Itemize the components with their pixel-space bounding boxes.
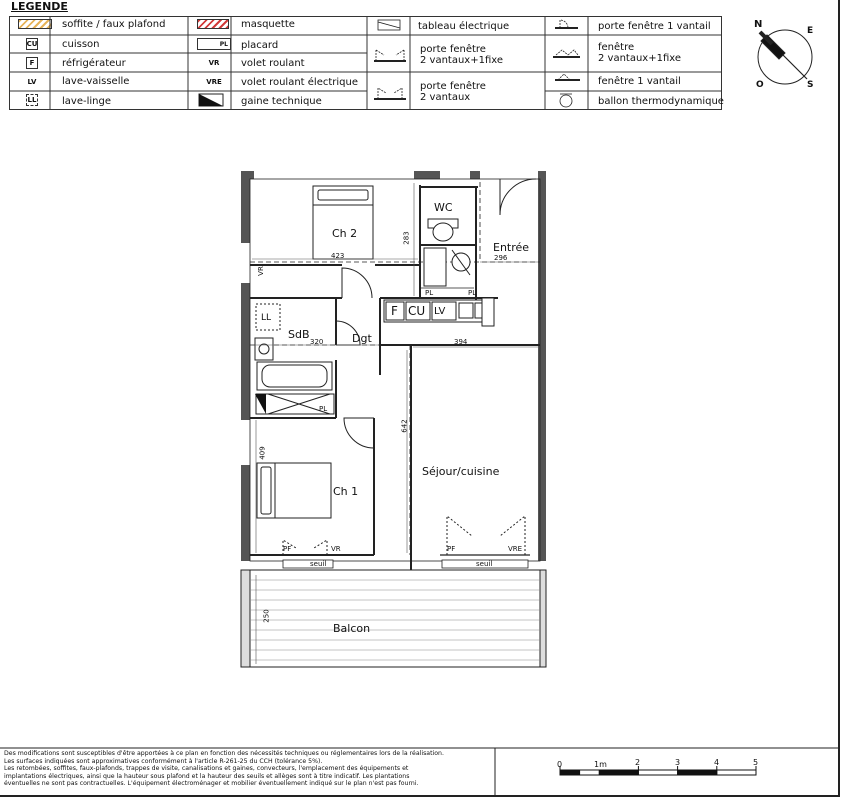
seuil-ch1-label: seuil (310, 560, 327, 568)
compass-south-label: S (807, 80, 814, 90)
volet-roulant-ch2-label: VR (256, 266, 265, 276)
note-line: Des modifications sont susceptibles d'être apportées à ce plan en fonction des nécessités techniques ou réglementaires lors de la réalisation. (4, 750, 444, 757)
compass-east-label: E (807, 26, 814, 36)
cuisson-symbol: CU (26, 40, 38, 48)
dim-409: 409 (258, 446, 267, 460)
legend-item-volet-roulant: volet roulant (241, 58, 305, 69)
lave-vaisselle-symbol: LV (27, 78, 37, 86)
disclaimer-notes (4, 750, 494, 788)
dim-394: 394 (454, 338, 468, 346)
room-sejour-label: Séjour/cuisine (422, 465, 500, 478)
volet-roulant-ch1-label: VR (331, 545, 341, 553)
lave-vaisselle-label: LV (434, 306, 446, 317)
scale-label-3: 3 (675, 758, 681, 767)
legend-item-porte-fenetre-2v: porte fenêtre 2 vantaux (420, 81, 486, 103)
scale-label-2: 2 (635, 758, 641, 767)
volet-roulant-electrique-symbol: VRE (206, 78, 222, 86)
room-sdb-label: SdB (288, 328, 310, 341)
porte-fenetre-ch1-label: PF (283, 545, 292, 553)
volet-roulant-electrique-label: VRE (508, 545, 523, 553)
compass-north-label: N (754, 19, 763, 30)
note-line: Les retombées, soffites, faux-plafonds, trappes de visite, canalisations et gaines, convecteurs, l'emplacement des équipements et (4, 765, 409, 773)
legend-item-volet-roulant-electrique: volet roulant électrique (241, 77, 358, 88)
dim-642: 642 (400, 419, 409, 433)
refrigerateur-symbol: F (26, 57, 38, 69)
placard-entree-label: PL (468, 289, 477, 297)
legend-item-cuisson: cuisson (62, 39, 100, 50)
dim-250: 250 (262, 609, 271, 623)
legend-item-lave-vaisselle: lave-vaisselle (62, 76, 130, 87)
seuil-sejour-label: seuil (476, 560, 493, 568)
room-ch1-label: Ch 1 (333, 485, 359, 498)
legend-item-placard: placard (241, 40, 279, 51)
scale-label-1m: 1m (594, 760, 607, 769)
room-entree-label: Entrée (493, 241, 530, 254)
dim-283: 283 (402, 231, 411, 245)
legend-item-porte-fenetre-1v: porte fenêtre 1 vantail (598, 21, 711, 32)
refrigerateur-label: F (391, 304, 398, 318)
room-balcon-label: Balcon (333, 622, 371, 635)
legend-item-fenetre-2v1f: fenêtre 2 vantaux+1fixe (598, 42, 682, 64)
dim-320: 320 (310, 338, 324, 346)
room-wc-label: WC (434, 201, 453, 214)
note-line: implantations électriques, ainsi que la hauteur sous plafond et la hauteur des seuils et allèges sont à titre indicatif. Les plantations (4, 772, 410, 780)
lave-linge-symbol: LL (27, 96, 37, 104)
legend-item-tableau-electrique: tableau électrique (418, 21, 510, 32)
legend-item-refrigerateur: réfrigérateur (62, 58, 126, 69)
scale-label-5: 5 (753, 758, 759, 767)
placard-symbol: PL (197, 38, 231, 50)
legend-item-fenetre-1v: fenêtre 1 vantail (598, 76, 681, 87)
note-line: éventuelles ne sont pas contractuelles. L'équipement électroménager et mobilier éventuellement indiqué sur le plan n'est pas fourni. (4, 780, 419, 788)
scale-label-0: 0 (557, 760, 563, 769)
legend-item-porte-fenetre-2v1f: porte fenêtre 2 vantaux+1fixe (420, 44, 504, 66)
legend-item-lave-linge: lave-linge (62, 96, 111, 107)
cuisson-label: CU (408, 304, 426, 318)
dim-296: 296 (494, 254, 508, 262)
scale-label-4: 4 (714, 758, 720, 767)
volet-roulant-symbol: VR (208, 59, 220, 67)
dim-423: 423 (331, 252, 345, 260)
placard-wc-label: PL (425, 289, 434, 297)
lave-linge-label: LL (261, 313, 272, 323)
legend-item-gaine-technique: gaine technique (241, 96, 322, 107)
placard-sdb-label: PL (319, 405, 328, 413)
legend-item-ballon: ballon thermodynamique (598, 96, 724, 107)
room-dgt-label: Dgt (352, 332, 372, 345)
porte-fenetre-sejour-label: PF (447, 545, 456, 553)
legend-item-masquette: masquette (241, 19, 295, 30)
note-line: Les surfaces indiquées sont approximatives conformément à l'article R-261-25 du CCH (tolérance 5%). (4, 757, 323, 765)
compass-west-label: O (756, 80, 764, 90)
legend-item-soffite: soffite / faux plafond (62, 19, 166, 30)
legend-title: LEGENDE (11, 0, 68, 13)
room-ch2-label: Ch 2 (332, 227, 358, 240)
